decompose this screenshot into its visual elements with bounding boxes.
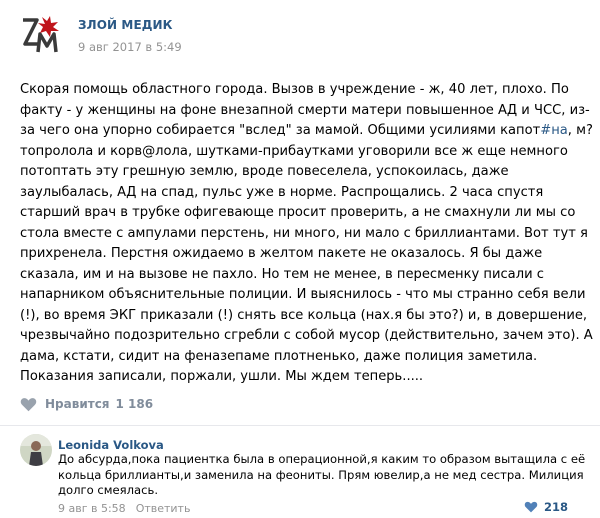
avatar[interactable] [20,434,52,466]
post-text-part-2: , м?топролола и корв@лола, шутками-прибаутками уговорили все ж еще немного потоптать эту грешную землю, вроде повеселела, успокоилась, даже заулыбалась, АД на спад, пульс уже в норме. Распрощались. 2 часа спустя старший врач в трубке офигевающе просит проверить, а не смахнули ли мы со стола вместе с ампулами перстень, ни много, ни мало с бриллиантами. Вот тут я прихренела. Перстня ожидаемо в желтом пакете не оказалось. Я бы даже сказала, им и на вызове не пахло. Но тем не менее, в пересменку писали с напарником объяснительные полиции. И выяснилось - что мы странно себя вели (!), во время ЭКГ приказали (!) снять все кольца (нах.я бы это?) и, в довершение, чрезвычайно подозрительно сгребли с собой мусор (действительно, зачем это). А дама, кстати, сидит на феназепаме плотненько, даже полиция заметила. Показания записали, поржали, ушли. Мы ждем теперь..... [20,123,593,384]
comment-text: До абсурда,пока пациентка была в операционной,я каким то образом вытащила с её кольца бриллианты,и заменила на феониты. Прям ювелир,а не мед сестра. Милиция долго смеялась. [58,452,586,497]
comment-date-link[interactable]: 9 авг в 5:58 [58,502,126,515]
comment-meta [58,502,190,515]
post-header [20,10,182,62]
comments-divider [0,425,600,426]
comment-author-link[interactable]: Leonida Volkova [58,438,164,452]
reply-button[interactable]: Ответить [135,502,191,515]
like-button[interactable] [20,396,153,412]
avatar-image [20,434,52,466]
like-count: 1 186 [115,397,154,411]
post-text [20,80,594,388]
post-date-link[interactable]: 9 авг 2017 в 5:49 [78,40,182,54]
post-text-part-1: Скорая помощь областного города. Вызов в учреждение - ж, 40 лет, плохо. По факту - у женщины на фоне внезапной смерти матери повышенное АД и ЧСС, из-за чего она упорно собирается "вслед" за мамой. Общими усилиями капот [20,82,590,138]
comment-like-count: 218 [543,500,568,514]
post-header-text [78,18,182,54]
heart-icon [20,397,37,412]
post-author-link[interactable]: ЗЛОЙ МЕДИК [78,18,173,32]
hashtag-link[interactable]: #на [540,123,568,138]
comment-like-button[interactable] [524,500,568,514]
zm-logo-icon[interactable] [20,14,64,58]
like-label: Нравится [45,397,110,411]
heart-icon [524,501,538,513]
